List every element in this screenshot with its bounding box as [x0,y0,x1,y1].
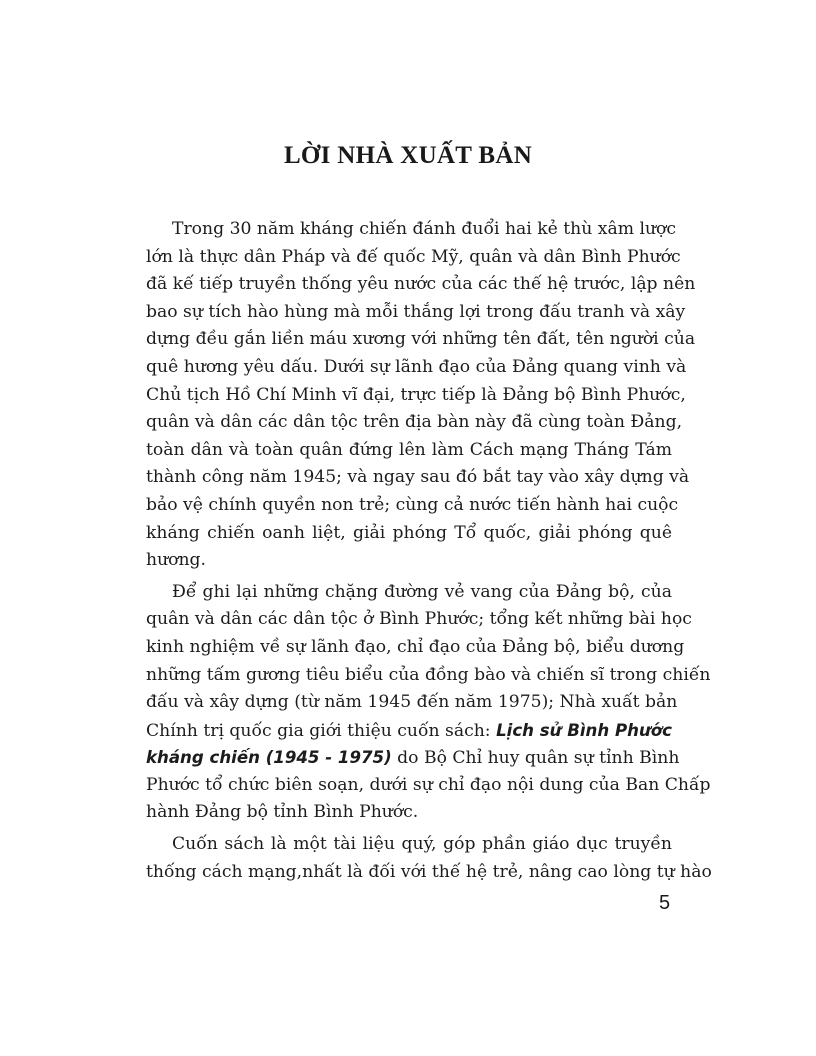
page-title: LỜI NHÀ XUẤT BẢN [283,142,533,169]
text-line: quê hương yêu dấu. Dưới sự lãnh đạo của Đảng quang vinh và [146,356,687,377]
text-line: bảo vệ chính quyền non trẻ; cùng cả nước tiến hành hai cuộc [146,494,679,515]
book-title-part-1: Lịch sử Bình Phước [496,720,672,740]
text-segment: Chính trị quốc gia giới thiệu cuốn sách: [146,720,491,741]
text-line: hương. [146,550,207,571]
text-line: những tấm gương tiêu biểu của đồng bào và chiến sĩ trong chiến [146,664,711,685]
text-line: hành Đảng bộ tỉnh Bình Phước. [146,802,419,823]
book-title-part-2: kháng chiến (1945 - 1975) [146,748,392,768]
text-line: toàn dân và toàn quân đứng lên làm Cách mạng Tháng Tám [146,439,672,460]
text-line: Trong 30 năm kháng chiến đánh đuổi hai kẻ thù xâm lược [172,219,677,239]
text-line: thành công năm 1945; và ngay sau đó bắt tay vào xây dựng và [146,467,690,488]
text-line: Để ghi lại những chặng đường vẻ vang của Đảng bộ, của [172,581,672,602]
text-line: Phước tổ chức biên soạn, dưới sự chỉ đạo nội dung của Ban Chấp [146,774,711,795]
text-line-with-title [146,744,680,772]
text-line: kháng chiến oanh liệt, giải phóng Tổ quốc, giải phóng quê [146,522,672,543]
text-line: quân và dân các dân tộc trên địa bàn này đã cùng toàn Đảng, [146,412,683,433]
text-line-with-title [146,717,672,745]
text-line: lớn là thực dân Pháp và đế quốc Mỹ, quân và dân Bình Phước [146,246,681,267]
text-line: Cuốn sách là một tài liệu quý, góp phần giáo dục truyền [172,834,672,855]
paragraph-3 [146,831,712,886]
body-text [146,216,712,886]
page-number: 5 [659,892,671,914]
text-line: kinh nghiệm về sự lãnh đạo, chỉ đạo của Đảng bộ, biểu dương [146,636,685,657]
text-line: Chủ tịch Hồ Chí Minh vĩ đại, trực tiếp là Đảng bộ Bình Phước, [146,384,686,405]
text-line: quân và dân các dân tộc ở Bình Phước; tổng kết những bài học [146,609,692,630]
text-line: thống cách mạng,nhất là đối với thế hệ trẻ, nâng cao lòng tự hào [146,861,712,882]
text-line: đã kế tiếp truyền thống yêu nước của các thế hệ trước, lập nên [146,274,696,295]
paragraph-1 [146,216,696,575]
paragraph-2 [146,579,711,827]
text-line: dựng đều gắn liền máu xương với những tên đất, tên người của [146,329,696,350]
text-line: đấu và xây dựng (từ năm 1945 đến năm 1975); Nhà xuất bản [146,692,678,713]
text-segment: do Bộ Chỉ huy quân sự tỉnh Bình [397,748,680,769]
text-line: bao sự tích hào hùng mà mỗi thắng lợi trong đấu tranh và xây [146,301,686,322]
